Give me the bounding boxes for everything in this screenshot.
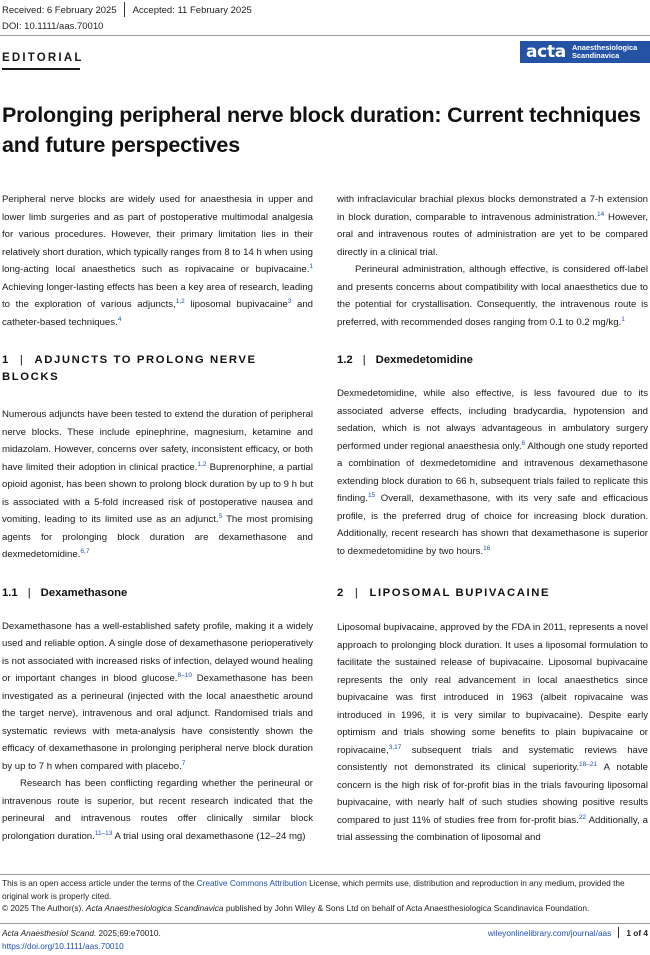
intro-paragraph: Peripheral nerve blocks are widely used for anaesthesia in upper and lower limb surgeries and as part of postoperative multimodal analgesia for various procedures. However, their primary limitation lies in their relatively short duration, which typically ranges from 8 to 14 h when using long-acting local anaesthetics such as ropivacaine or bupivacaine.$^1$ Achieving longer-lasting effects has been a key area of research, leading to the exploration of various adjuncts,$^{1,2}$ liposomal bupivacaine$^3$ and catheter-based techniques.$^4$: [2, 194, 313, 328]
section-2-paragraph: Liposomal bupivacaine, approved by the FDA in 2011, represents a novel approach to prolonging block duration. It uses a liposomal formulation to facilitate the sustained release of bupivacaine. Liposomal bupivacaine represents the only real advancement in local anaesthetics since bupivacaine was first introduced in 1963 (albeit ropivacaine was introduced in 1996, it is very similar to bupivacaine). Despite early optimism and trials showing some benefits to plain bupivacaine or ropivacaine,$^{3,17}$ subsequent trials and systematic reviews have consistently not demonstrated its clinical superiority.$^{18-21}$ A notable concern is the high risk of for-profit bias in the trials favouring liposomal bupivacaine, with nearly half of such studies showing positive results compared to just 11% of studies free from for-profit bias.$^{22}$ Additionally, a trial assessing the combination of liposomal and: [337, 622, 649, 843]
page-number: 1 of 4: [626, 928, 648, 938]
citation-link[interactable]: 14: [597, 210, 605, 218]
date-divider: [124, 2, 125, 17]
journal-logo[interactable]: [520, 41, 650, 63]
logo-line-2: Scandinavica: [571, 51, 620, 60]
continued-paragraph: with infraclavicular brachial plexus blocks demonstrated a 7-h extension in block duration, comparable to intravenous administration.$^{14}$ However, oral and intravenous routes of administration are yet to be compared directly in a clinical trial.: [337, 194, 649, 258]
citation-link[interactable]: 3,17: [388, 743, 402, 751]
license-text: This is an open access article under the terms of the Creative Commons Attribution License, which permits use, distribution and reproduction in any medium, provided the original work is properly cited.: [2, 878, 625, 901]
article-doi: DOI: 10.1111/aas.70010: [2, 21, 104, 32]
article-type-underline: [2, 68, 80, 70]
header-divider: [0, 35, 650, 36]
journal-site-link[interactable]: wileyonlinelibrary.com/journal/aas: [487, 928, 612, 938]
section-1-heading: 1 | ADJUNCTS TO PROLONG NERVE BLOCKS: [2, 354, 257, 383]
section-1-paragraph: Numerous adjuncts have been tested to extend the duration of peripheral nerve blocks. These include epinephrine, magnesium, ketamine and midazolam. However, concerns over safety, inconsistent efficacy, or both have limited their adoption in clinical practice.$^{1,2}$ Buprenorphine, a partial opioid agonist, has been shown to prolong block duration by up to 9 h but is associated with a 5-fold increased risk of postoperative nausea and vomiting, leading to its limited use as an adjunct.$^5$ The most promising agents for prolonging block duration are dexamethasone and dexmedetomidine.$^{6,7}$: [2, 409, 313, 560]
received-date: Received: 6 February 2025: [2, 5, 117, 16]
logo-journal-name: [572, 44, 637, 60]
license-notice: [2, 877, 642, 915]
journal-citation: Acta Anaesthesiol Scand. 2025;69:e70010. https://doi.org/10.1111/aas.70010: [2, 928, 161, 951]
section-1-1-paragraph-1: Dexamethasone has a well-established safety profile, making it a widely used and reliable option. A single dose of dexamethasone perioperatively is not associated with increased risks of infection, delayed wound healing or important changes in blood glucose.$^{8-10}$ Dexamethasone has been investigated as a perineural (injected with the local anaesthetic around the target nerve), intravenous and oral adjunct. Randomised trials and systematic reviews with meta-analysis have consistently shown the efficacy of dexamethasone in prolonging peripheral nerve block duration by up to 7 h when compared with placebo.$^7$: [2, 620, 314, 772]
article-title: Prolonging peripheral nerve block duration: Current techniques and future perspectives: [2, 103, 641, 157]
citation-link[interactable]: 1: [309, 263, 313, 270]
section-1-1-paragraph-2: Research has been conflicting regarding whether the perineural or intravenous route is superior, but recent research indicated that the perineural and intravenous routes offer clinically similar block prolongation duration.$^{11-13}$ A trial using oral dexamethasone (12–24 mg): [2, 778, 313, 842]
accepted-date: Accepted: 11 February 2025: [132, 5, 252, 16]
citation-link[interactable]: 7: [181, 759, 186, 767]
citation-link[interactable]: 4: [117, 315, 122, 323]
left-column: [2, 191, 313, 845]
citation-link[interactable]: 16: [483, 544, 491, 552]
section-1-2-paragraph: Dexmedetomidine, while also effective, is less favoured due to its associated adverse effects, including bradycardia, hypotension and sedation, which is not always advantageous in ambulatory surgery performed under regional anaesthesia only.$^6$ Although one study reported a combination of dexmedetomidine and intravenous dexamethasone extending block duration to 66 h, subsequent trials failed to replicate this finding.$^{15}$ Overall, dexamethasone, with its very safe and efficacious profile, is the preferred drug of choice for increasing block duration. Additionally, recent research has shown that dexamethasone is superior to dexmedetomidine by two hours.$^{16}$: [337, 388, 648, 557]
section-1-1-heading: 1.1 | Dexamethasone: [2, 586, 128, 599]
section-1-2-heading: 1.2 | Dexmedetomidine: [337, 354, 473, 366]
logo-line-1: Anaesthesiologica: [571, 42, 638, 52]
citation-link[interactable]: 6: [521, 439, 526, 447]
citation-link[interactable]: 15: [367, 492, 376, 499]
copyright-text: © 2025 The Author(s). Acta Anaesthesiologica Scandinavica published by John Wiley & Sons Ltd on behalf of Acta Anaesthesiologica Scandinavica Foundation.: [2, 903, 590, 913]
section-2-heading: 2 | LIPOSOMAL BUPIVACAINE: [337, 587, 551, 599]
footer-divider-bar: [618, 927, 619, 938]
cc-license-link[interactable]: Creative Commons Attribution: [196, 878, 307, 888]
footer-divider: [0, 874, 650, 875]
citation-link[interactable]: 5: [218, 513, 223, 520]
article-type-label: EDITORIAL: [2, 52, 84, 64]
citation-link[interactable]: 1,2: [197, 460, 207, 468]
logo-acta-text: acta: [526, 42, 566, 62]
citation-link[interactable]: 22: [578, 813, 587, 821]
right-column: [337, 191, 648, 847]
footer-right: [488, 927, 648, 938]
citation-link[interactable]: 1: [621, 315, 625, 323]
citation-link[interactable]: 8–10: [177, 672, 192, 679]
citation-link[interactable]: 18–21: [578, 761, 598, 768]
doi-link[interactable]: https://doi.org/10.1111/aas.70010: [2, 940, 124, 951]
citation-link[interactable]: 11–13: [94, 829, 113, 837]
citation-link[interactable]: 3: [287, 298, 292, 305]
citation-link[interactable]: 1,2: [175, 298, 185, 305]
footer-divider-2: [0, 923, 650, 924]
article-dates: [2, 2, 252, 17]
citation-link[interactable]: 6,7: [80, 548, 90, 555]
perineural-paragraph: Perineural administration, although effective, is considered off-label and presents concerns about compatibility with local anaesthetics due to the potential for crystallisation. Consequently, the intravenous route is preferred, with recommended doses ranging from 0.1 to 0.2 mg/kg.$^1$: [337, 264, 648, 328]
